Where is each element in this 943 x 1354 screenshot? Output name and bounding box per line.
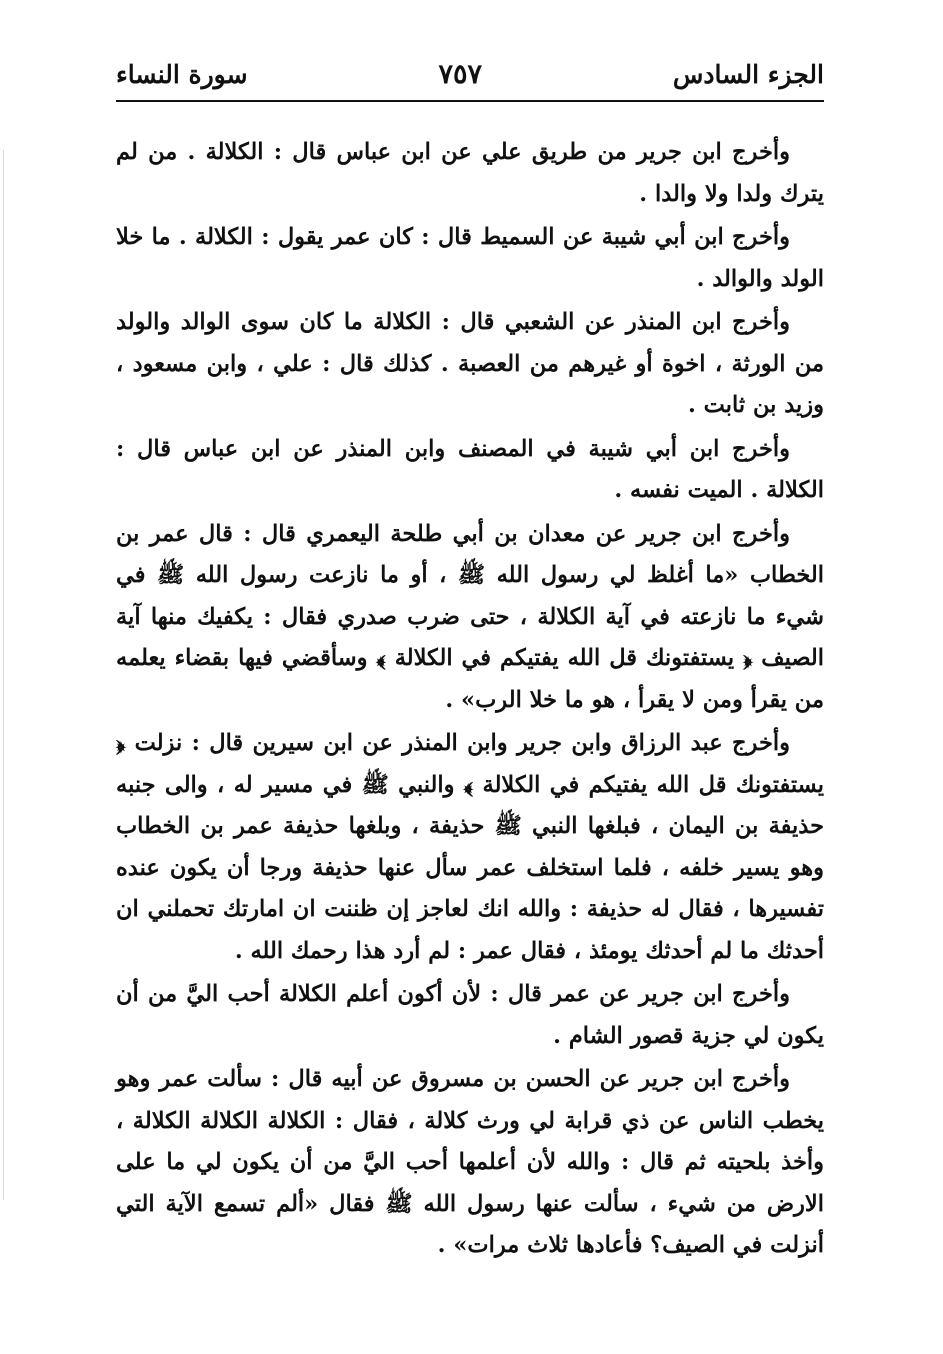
surah-title: سورة النساء [116,59,248,89]
paragraph-2: وأخرج ابن أبي شيبة عن السميط قال : كان عمر يقول : الكلالة . ما خلا الولد والوالد . [116,224,824,292]
scan-edge-line [3,150,4,1200]
paragraph-1: وأخرج ابن جرير من طريق علي عن ابن عباس قال : الكلالة . من لم يترك ولدا ولا والدا . [116,139,824,207]
paragraph-4: وأخرج ابن أبي شيبة في المصنف وابن المنذر عن ابن عباس قال : الكلالة . الميت نفسه . [116,435,824,503]
paragraph-7: وأخرج ابن جرير عن عمر قال : لأن أكون أعلم الكلالة أحب اليَّ من أن يكون لي جزية قصور الشام . [116,981,824,1049]
paragraph-6: وأخرج عبد الرزاق وابن جرير وابن المنذر عن ابن سيرين قال : نزلت ﴿ يستفتونك قل الله يفتيكم في الكلالة ﴾ والنبي ﷺ في مسير له ، والى جنبه حذيفة بن اليمان ، فبلغها النبي ﷺ حذيفة ، وبلغها حذيفة عمر بن الخطاب وهو يسير خلفه ، فلما استخلف عمر سأل عنها حذيفة ورجا أن يكون عنده تفسيرها ، فقال له حذيفة : والله انك لعاجز إن ظننت ان امارتك تحملني ان أحدثك ما لم أحدثك يومئذ ، فقال عمر : لم أرد هذا رحمك الله . [116,730,824,964]
page-number: ٧٥٧ [438,58,482,90]
paragraph-8: وأخرج ابن جرير عن الحسن بن مسروق عن أبيه قال : سألت عمر وهو يخطب الناس عن ذي قرابة لي ورث كلالة ، فقال : الكلالة الكلالة الكلالة ، وأخذ بلحيته ثم قال : والله لأن أعلمها أحب اليَّ من أن يكون لي ما على الارض من شيء ، سألت عنها رسول الله ﷺ فقال «ألم تسمع الآية التي أنزلت في الصيف؟ فأعادها ثلاث مرات» . [116,1066,824,1258]
page-body [116,132,824,1269]
running-header [116,52,824,96]
paragraph-5: وأخرج ابن جرير عن معدان بن أبي طلحة اليعمري قال : قال عمر بن الخطاب «ما أغلظ لي رسول الله ﷺ ، أو ما نازعت رسول الله ﷺ في شيء ما نازعته في آية الكلالة ، حتى ضرب صدري فقال : يكفيك منها آية الصيف ﴿ يستفتونك قل الله يفتيكم في الكلالة ﴾ وسأقضي فيها بقضاء يعلمه من يقرأ ومن لا يقرأ ، هو ما خلا الرب» . [116,520,824,713]
volume-title: الجزء السادس [672,59,824,89]
header-rule [116,100,824,102]
paragraph-3: وأخرج ابن المنذر عن الشعبي قال : الكلالة ما كان سوى الوالد والولد من الورثة ، اخوة أو غيرهم من العصبة . كذلك قال : علي ، وابن مسعود ، وزيد بن ثابت . [116,309,824,418]
